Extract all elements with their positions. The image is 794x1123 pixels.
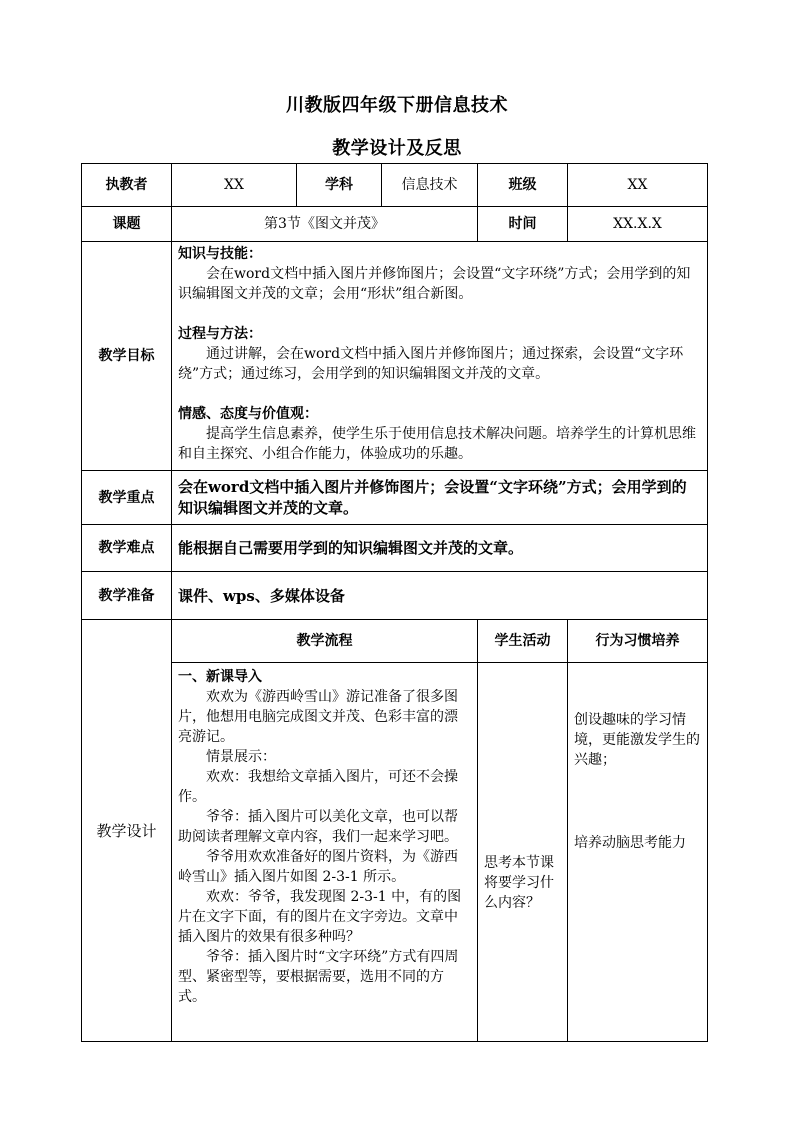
document-title: 川教版四年级下册信息技术 xyxy=(286,95,508,116)
teacher-label: 执教者 xyxy=(82,164,172,207)
process-title: 过程与方法： xyxy=(178,326,262,342)
key-points-text: 会在word文档中插入图片并修饰图片；会设置“文字环绕”方式；会用学到的知识编辑图文并茂的文章。 xyxy=(172,471,708,525)
emotion-title: 情感、态度与价值观： xyxy=(178,406,318,422)
flow-column-header: 教学流程 xyxy=(172,620,478,663)
design-content-row xyxy=(82,663,708,1042)
key-points-row xyxy=(82,471,708,525)
preparation-label: 教学准备 xyxy=(82,572,172,620)
class-value: XX xyxy=(568,164,708,207)
habit-cell xyxy=(568,663,708,1042)
objectives-label: 教学目标 xyxy=(82,242,172,471)
habit-text-2: 培养动脑思考能力 xyxy=(574,835,686,851)
design-label: 教学设计 xyxy=(82,620,172,1042)
flow-paragraph: 欢欢：我想给文章插入图片，可还不会操作。 xyxy=(178,769,458,805)
objectives-content xyxy=(172,242,708,471)
flow-paragraph: 欢欢为《游西岭雪山》游记准备了很多图片，他想用电脑完成图文并茂、色彩丰富的漂亮游记。 xyxy=(178,689,458,745)
time-label: 时间 xyxy=(478,207,568,242)
flow-paragraph: 爷爷用欢欢准备好的图片资料，为《游西岭雪山》插入图片如图 2-3-1 所示。 xyxy=(178,849,458,885)
info-row-1 xyxy=(82,164,708,207)
difficulties-row xyxy=(82,525,708,572)
topic-label: 课题 xyxy=(82,207,172,242)
flow-paragraph: 爷爷：插入图片时“文字环绕”方式有四周型、紧密型等，要根据需要，选用不同的方式。 xyxy=(178,949,459,1005)
objectives-row xyxy=(82,242,708,471)
preparation-row xyxy=(82,572,708,620)
difficulties-text: 能根据自己需要用学到的知识编辑图文并茂的文章。 xyxy=(172,525,708,572)
document-subtitle: 教学设计及反思 xyxy=(332,138,462,159)
knowledge-title: 知识与技能： xyxy=(178,246,262,262)
key-points-label: 教学重点 xyxy=(82,471,172,525)
student-activity-text: 思考本节课将要学习什么内容？ xyxy=(484,855,554,911)
habit-text-1: 创设趣味的学习情境，更能激发学生的兴趣； xyxy=(574,712,700,768)
teacher-value: XX xyxy=(172,164,297,207)
process-text: 通过讲解，会在word文档中插入图片并修饰图片；通过探索，会设置“文字环绕”方式；通过练习，会用学到的知识编辑图文并茂的文章。 xyxy=(178,346,684,382)
time-value: XX.X.X xyxy=(568,207,708,242)
knowledge-text: 会在word文档中插入图片并修饰图片；会设置“文字环绕”方式；会用学到的知识编辑图文并茂的文章；会用“形状”组合新图。 xyxy=(178,266,691,302)
flow-paragraph: 情景展示： xyxy=(206,749,276,765)
emotion-text: 提高学生信息素养，使学生乐于使用信息技术解决问题。培养学生的计算机思维和自主探究、小组合作能力，体验成功的乐趣。 xyxy=(178,426,696,462)
difficulties-label: 教学难点 xyxy=(82,525,172,572)
habit-column-header: 行为习惯培养 xyxy=(568,620,708,663)
flow-heading: 一、新课导入 xyxy=(178,669,262,685)
preparation-text: 课件、wps、多媒体设备 xyxy=(172,572,708,620)
student-column-header: 学生活动 xyxy=(478,620,568,663)
subject-label: 学科 xyxy=(297,164,382,207)
subject-value: 信息技术 xyxy=(382,164,478,207)
student-activity-cell xyxy=(478,663,568,1042)
topic-value: 第3节《图文并茂》 xyxy=(172,207,478,242)
flow-paragraph: 爷爷：插入图片可以美化文章，也可以帮助阅读者理解文章内容，我们一起来学习吧。 xyxy=(178,809,458,845)
flow-paragraph: 欢欢：爷爷，我发现图 2-3-1 中，有的图片在文字下面，有的图片在文字旁边。文章中插入图片的效果有很多种吗？ xyxy=(178,889,462,945)
class-label: 班级 xyxy=(478,164,568,207)
lesson-plan-table xyxy=(81,163,708,1042)
info-row-2 xyxy=(82,207,708,242)
teaching-flow-content xyxy=(172,663,478,1042)
design-header-row xyxy=(82,620,708,663)
